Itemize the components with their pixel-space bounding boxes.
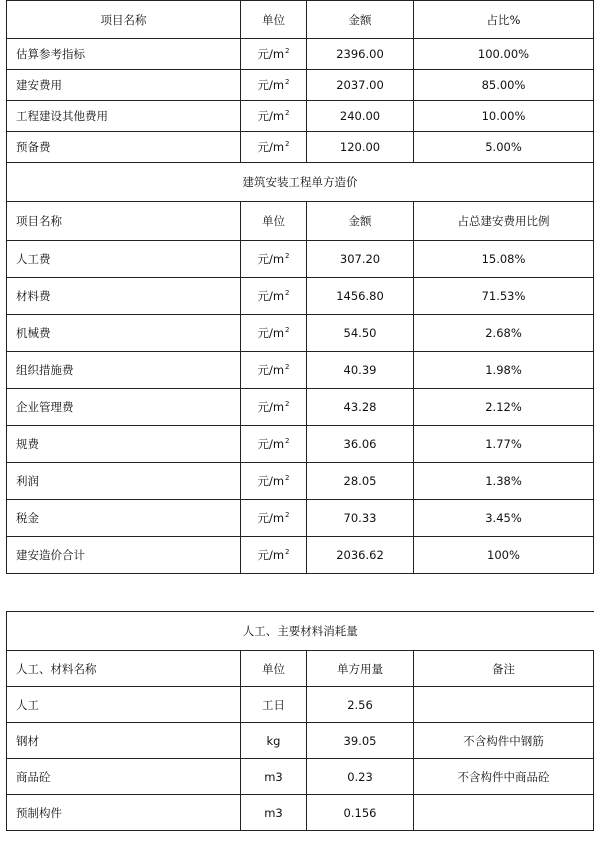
unit-superscript: 2: [285, 437, 290, 445]
unit-superscript: 2: [285, 474, 290, 482]
cost-item-amount: 307.20: [307, 241, 414, 278]
c-header-unit: 单位: [241, 651, 307, 687]
unit-superscript: 2: [285, 511, 290, 519]
item-ratio: 85.00%: [414, 70, 594, 101]
material-unit: m3: [241, 795, 307, 831]
table-row: [7, 101, 594, 132]
item-unit: [241, 101, 307, 132]
table-row: [7, 500, 594, 537]
unit-superscript: 2: [285, 109, 290, 117]
unit-superscript: 2: [285, 400, 290, 408]
table-row: [7, 39, 594, 70]
unit-base: 元/m: [257, 140, 285, 154]
cost-item-name: 人工费: [7, 241, 241, 278]
unit-superscript: 2: [285, 252, 290, 260]
cost-item-unit: [241, 500, 307, 537]
header-ratio: 占比%: [414, 1, 594, 39]
item-unit: [241, 132, 307, 163]
material-unit: m3: [241, 759, 307, 795]
unit-base: 元/m: [257, 548, 285, 562]
cost-item-name: 利润: [7, 463, 241, 500]
item-unit: [241, 39, 307, 70]
material-usage: 39.05: [307, 723, 414, 759]
unit-superscript: 2: [285, 326, 290, 334]
unit-base: 元/m: [257, 109, 285, 123]
item-amount: 2037.00: [307, 70, 414, 101]
unit-base: 元/m: [257, 437, 285, 451]
item-name: 估算参考指标: [7, 39, 241, 70]
item-amount: 240.00: [307, 101, 414, 132]
header-unit: 单位: [241, 1, 307, 39]
unit-base: 元/m: [257, 47, 285, 61]
cost-item-unit: [241, 463, 307, 500]
cost-item-ratio: 1.77%: [414, 426, 594, 463]
material-unit: 工日: [241, 687, 307, 723]
cost-item-name: 组织措施费: [7, 352, 241, 389]
table-row: [7, 389, 594, 426]
cost-item-name: 税金: [7, 500, 241, 537]
header-amount: 金额: [307, 1, 414, 39]
table-row: [7, 132, 594, 163]
item-ratio: 100.00%: [414, 39, 594, 70]
consumption-header-row: [7, 651, 594, 687]
section-title: 建筑安装工程单方造价: [7, 163, 594, 202]
table-row: [7, 352, 594, 389]
item-amount: 120.00: [307, 132, 414, 163]
header2-ratio: 占总建安费用比例: [414, 202, 594, 241]
unit-base: 元/m: [257, 474, 285, 488]
cost-item-unit: [241, 352, 307, 389]
unit-superscript: 2: [285, 363, 290, 371]
unit-superscript: 2: [285, 548, 290, 556]
cost-item-amount: 36.06: [307, 426, 414, 463]
cost-item-ratio: 15.08%: [414, 241, 594, 278]
table-header-row-2: [7, 202, 594, 241]
material-unit: kg: [241, 723, 307, 759]
material-note: [414, 795, 594, 831]
cost-item-amount: 40.39: [307, 352, 414, 389]
material-name: 预制构件: [7, 795, 241, 831]
section-title-body: [7, 163, 594, 241]
table-row: [7, 795, 594, 831]
consumption-rows: [7, 687, 594, 831]
cost-item-ratio: 100%: [414, 537, 594, 574]
unit-base: 元/m: [257, 78, 285, 92]
section-title-row: [7, 163, 594, 202]
material-usage: 2.56: [307, 687, 414, 723]
cost-item-ratio: 1.98%: [414, 352, 594, 389]
cost-item-name: 建安造价合计: [7, 537, 241, 574]
cost-index-body: [7, 1, 594, 39]
item-ratio: 10.00%: [414, 101, 594, 132]
cost-item-ratio: 1.38%: [414, 463, 594, 500]
item-name: 工程建设其他费用: [7, 101, 241, 132]
unit-superscript: 2: [285, 47, 290, 55]
header2-unit: 单位: [241, 202, 307, 241]
table-row: [7, 463, 594, 500]
c-header-note: 备注: [414, 651, 594, 687]
consumption-head: [7, 612, 594, 687]
unit-base: 元/m: [257, 289, 285, 303]
cost-index-table: [6, 0, 594, 574]
material-note: 不含构件中商品砼: [414, 759, 594, 795]
unit-superscript: 2: [285, 78, 290, 86]
cost-breakdown-rows: [7, 241, 594, 574]
item-unit: [241, 70, 307, 101]
cost-item-unit: [241, 537, 307, 574]
table-row: [7, 687, 594, 723]
cost-item-amount: 43.28: [307, 389, 414, 426]
material-name: 人工: [7, 687, 241, 723]
unit-base: 元/m: [257, 511, 285, 525]
consumption-table: [6, 611, 594, 831]
material-name: 商品砼: [7, 759, 241, 795]
cost-item-unit: [241, 278, 307, 315]
cost-item-ratio: 2.12%: [414, 389, 594, 426]
header2-amount: 金额: [307, 202, 414, 241]
unit-base: 元/m: [257, 363, 285, 377]
cost-item-amount: 28.05: [307, 463, 414, 500]
cost-item-unit: [241, 389, 307, 426]
cost-item-unit: [241, 315, 307, 352]
item-name: 预备费: [7, 132, 241, 163]
consumption-title: 人工、主要材料消耗量: [7, 612, 594, 651]
material-note: 不含构件中钢筋: [414, 723, 594, 759]
cost-item-unit: [241, 426, 307, 463]
table-row: [7, 315, 594, 352]
table-header-row: [7, 1, 594, 39]
header2-name: 项目名称: [7, 202, 241, 241]
material-note: [414, 687, 594, 723]
table-row: [7, 537, 594, 574]
unit-superscript: 2: [285, 140, 290, 148]
cost-item-amount: 70.33: [307, 500, 414, 537]
unit-base: 元/m: [257, 400, 285, 414]
cost-item-name: 规费: [7, 426, 241, 463]
c-header-usage: 单方用量: [307, 651, 414, 687]
cost-item-name: 机械费: [7, 315, 241, 352]
unit-superscript: 2: [285, 289, 290, 297]
c-header-name: 人工、材料名称: [7, 651, 241, 687]
table-row: [7, 278, 594, 315]
item-name: 建安费用: [7, 70, 241, 101]
material-usage: 0.156: [307, 795, 414, 831]
cost-item-ratio: 3.45%: [414, 500, 594, 537]
cost-item-unit: [241, 241, 307, 278]
cost-item-ratio: 2.68%: [414, 315, 594, 352]
table-row: [7, 241, 594, 278]
consumption-title-row: [7, 612, 594, 651]
cost-item-name: 企业管理费: [7, 389, 241, 426]
material-usage: 0.23: [307, 759, 414, 795]
cost-item-name: 材料费: [7, 278, 241, 315]
table-row: [7, 759, 594, 795]
table-row: [7, 426, 594, 463]
material-name: 钢材: [7, 723, 241, 759]
table-row: [7, 70, 594, 101]
summary-rows: [7, 39, 594, 163]
unit-base: 元/m: [257, 326, 285, 340]
cost-item-amount: 1456.80: [307, 278, 414, 315]
header-name: 项目名称: [7, 1, 241, 39]
unit-base: 元/m: [257, 252, 285, 266]
cost-item-amount: 2036.62: [307, 537, 414, 574]
item-ratio: 5.00%: [414, 132, 594, 163]
table-row: [7, 723, 594, 759]
item-amount: 2396.00: [307, 39, 414, 70]
cost-item-ratio: 71.53%: [414, 278, 594, 315]
cost-item-amount: 54.50: [307, 315, 414, 352]
